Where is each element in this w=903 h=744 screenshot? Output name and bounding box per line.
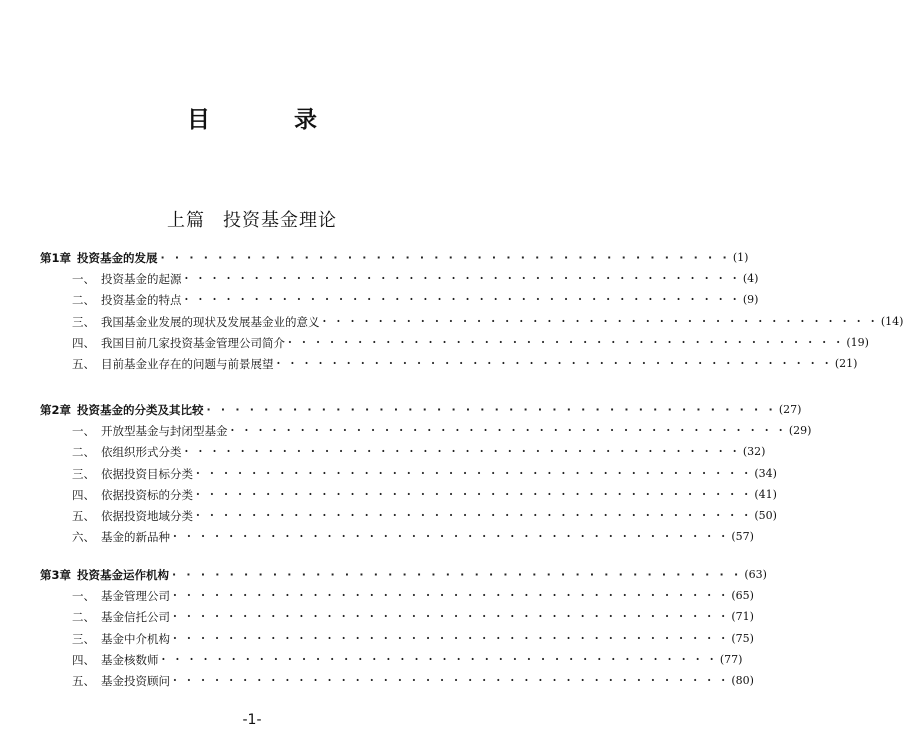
toc-section-entry: [72, 464, 777, 484]
page-ref: (4): [742, 272, 759, 286]
page-ref: (1): [732, 251, 749, 264]
section-heading: [72, 506, 193, 526]
page-ref: (29): [788, 424, 812, 438]
page-number: -1-: [242, 712, 262, 728]
section-heading: [72, 333, 285, 353]
section-heading: [72, 421, 228, 441]
dot-leader: · · · · · · · · · · · · · · · · · · · · · · · · · · · · · · · · · · · · · · · ·: [184, 272, 740, 286]
chapter-heading: [40, 248, 158, 268]
page-ref: (14): [880, 314, 903, 328]
page-ref: (75): [731, 631, 754, 645]
page-ref: (63): [744, 568, 767, 581]
page-ref: (80): [731, 674, 754, 687]
page-ref: (34): [754, 466, 777, 480]
dot-leader: · · · · · · · · · · · · · · · · · · · · · · · · · · · · · · · · · · · · · · · ·: [322, 314, 878, 328]
toc-section-entry: [72, 527, 754, 547]
toc-chapter-entry: [40, 565, 767, 585]
dot-leader: · · · · · · · · · · · · · · · · · · · · · · · · · · · · · · · · · · · · · · · ·: [206, 403, 776, 416]
section-title: 投资基金的起源: [101, 272, 182, 287]
dot-leader: · · · · · · · · · · · · · · · · · · · · · · · · · · · · · · · · · · · · · · · ·: [160, 251, 730, 264]
page-ref: (27): [778, 403, 802, 416]
section-heading: [72, 312, 320, 332]
section-heading: [72, 269, 182, 289]
page-title: 目 录: [186, 107, 355, 133]
section-heading: [72, 586, 170, 606]
page-ref: (21): [834, 357, 858, 370]
section-number: 四、: [72, 335, 95, 350]
toc-section-entry: [72, 485, 777, 505]
section-heading: [72, 354, 274, 374]
section-number: 一、: [72, 424, 95, 439]
section-heading: [72, 629, 170, 649]
chapter-heading: [40, 565, 169, 585]
dot-leader: · · · · · · · · · · · · · · · · · · · · · · · · · · · · · · · · · · · · · · · ·: [184, 293, 740, 307]
toc-section-entry: [72, 421, 812, 441]
dot-leader: · · · · · · · · · · · · · · · · · · · · · · · · · · · · · · · · · · · · · · · ·: [173, 631, 729, 645]
section-heading: [72, 485, 193, 505]
section-title: 依据投资目标分类: [101, 466, 193, 481]
section-heading: [72, 650, 159, 670]
toc-section-entry: [72, 607, 754, 627]
section-number: 四、: [72, 487, 95, 502]
dot-leader: · · · · · · · · · · · · · · · · · · · · · · · · · · · · · · · · · · · · · · · ·: [276, 357, 832, 370]
section-title: 投资基金的特点: [101, 293, 182, 308]
dot-leader: · · · · · · · · · · · · · · · · · · · · · · · · · · · · · · · · · · · · · · · ·: [196, 487, 752, 501]
toc-section-entry: [72, 290, 759, 310]
dot-leader: · · · · · · · · · · · · · · · · · · · · · · · · · · · · · · · · · · · · · · · ·: [173, 589, 729, 603]
chapter-title: 投资基金的分类及其比较: [77, 403, 204, 417]
section-number: 六、: [72, 530, 95, 545]
dot-leader: · · · · · · · · · · · · · · · · · · · · · · · · · · · · · · · · · · · · · · · ·: [161, 652, 717, 666]
section-number: 二、: [72, 445, 95, 460]
section-number: 四、: [72, 652, 95, 667]
section-title: 依据投资标的分类: [101, 487, 193, 502]
part-label: 上篇: [167, 210, 205, 231]
toc-section-entry: [72, 671, 754, 691]
toc-section-entry: [72, 629, 754, 649]
section-number: 二、: [72, 293, 95, 308]
section-number: 五、: [72, 509, 95, 523]
section-title: 基金核数师: [101, 652, 159, 667]
page-ref: (50): [754, 509, 777, 522]
section-title: 基金管理公司: [101, 589, 170, 604]
page-ref: (41): [754, 487, 777, 501]
section-title: 基金中介机构: [101, 631, 170, 646]
dot-leader: · · · · · · · · · · · · · · · · · · · · · · · · · · · · · · · · · · · · · · · ·: [173, 610, 729, 624]
section-number: 三、: [72, 466, 95, 481]
section-heading: [72, 442, 182, 462]
dot-leader: · · · · · · · · · · · · · · · · · · · · · · · · · · · · · · · · · · · · · · · ·: [230, 424, 786, 438]
dot-leader: · · · · · · · · · · · · · · · · · · · · · · · · · · · · · · · · · · · · · · · ·: [196, 466, 752, 480]
page-ref: (32): [742, 445, 766, 459]
part-name: 投资基金理论: [223, 210, 337, 231]
section-title: 基金投资顾问: [101, 674, 170, 688]
page-ref: (19): [846, 335, 869, 349]
section-number: 一、: [72, 272, 95, 287]
section-title: 依据投资地域分类: [101, 509, 193, 523]
toc-section-entry: [72, 586, 754, 606]
section-heading: [72, 290, 182, 310]
chapter-title: 投资基金的发展: [77, 251, 158, 265]
section-title: 依组织形式分类: [101, 445, 182, 460]
section-heading: [72, 464, 193, 484]
section-title: 开放型基金与封闭型基金: [101, 424, 228, 439]
section-number: 三、: [72, 631, 95, 646]
section-heading: [72, 527, 170, 547]
dot-leader: · · · · · · · · · · · · · · · · · · · · · · · · · · · · · · · · · · · · · · · ·: [172, 568, 742, 581]
page-ref: (57): [731, 530, 754, 544]
section-title: 基金的新品种: [101, 530, 170, 545]
section-heading: [72, 671, 170, 691]
section-heading: [72, 607, 170, 627]
chapter-heading: [40, 400, 204, 420]
toc-section-entry: [72, 312, 903, 332]
section-number: 五、: [72, 674, 95, 688]
chapter-number: 第1章: [40, 251, 72, 265]
section-number: 五、: [72, 357, 95, 371]
page-ref: (77): [719, 652, 743, 666]
toc-section-entry: [72, 269, 759, 289]
dot-leader: · · · · · · · · · · · · · · · · · · · · · · · · · · · · · · · · · · · · · · · ·: [184, 445, 740, 459]
chapter-number: 第2章: [40, 403, 72, 417]
dot-leader: · · · · · · · · · · · · · · · · · · · · · · · · · · · · · · · · · · · · · · · ·: [288, 335, 844, 349]
section-title: 我国基金业发展的现状及发展基金业的意义: [101, 314, 320, 329]
toc-section-entry: [72, 650, 743, 670]
page-ref: (9): [742, 293, 759, 307]
dot-leader: · · · · · · · · · · · · · · · · · · · · · · · · · · · · · · · · · · · · · · · ·: [196, 509, 752, 522]
toc-section-entry: [72, 354, 858, 374]
section-title: 我国目前几家投资基金管理公司简介: [101, 335, 285, 350]
toc-section-entry: [72, 506, 777, 526]
chapter-title: 投资基金运作机构: [77, 568, 170, 582]
section-title: 目前基金业存在的问题与前景展望: [101, 357, 274, 371]
toc-chapter-entry: [40, 400, 802, 420]
page-ref: (71): [731, 610, 754, 624]
section-number: 一、: [72, 589, 95, 604]
page-ref: (65): [731, 589, 754, 603]
chapter-number: 第3章: [40, 568, 72, 582]
section-number: 三、: [72, 314, 95, 329]
part-heading: [0, 206, 504, 232]
toc-section-entry: [72, 333, 869, 353]
toc-chapter-entry: [40, 248, 749, 268]
section-title: 基金信托公司: [101, 610, 170, 625]
section-number: 二、: [72, 610, 95, 625]
dot-leader: · · · · · · · · · · · · · · · · · · · · · · · · · · · · · · · · · · · · · · · ·: [173, 674, 729, 687]
toc-section-entry: [72, 442, 766, 462]
dot-leader: · · · · · · · · · · · · · · · · · · · · · · · · · · · · · · · · · · · · · · · ·: [173, 530, 729, 544]
